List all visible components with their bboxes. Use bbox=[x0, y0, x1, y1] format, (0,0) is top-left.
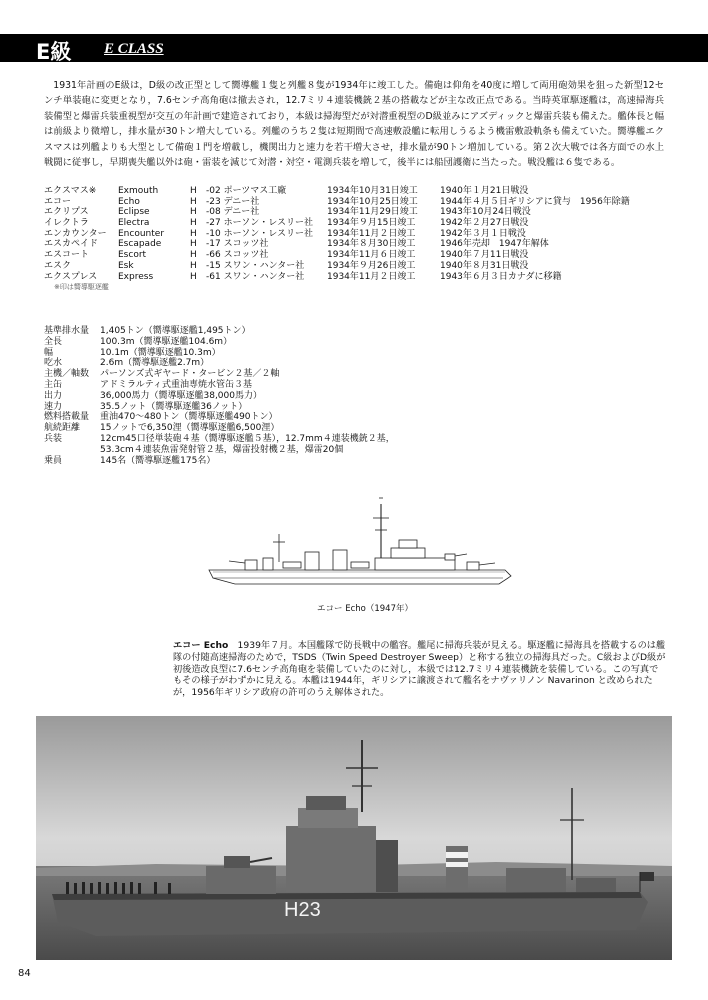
builder-name: スコッツ社 bbox=[223, 239, 269, 250]
pennant-number: -10 bbox=[206, 228, 221, 239]
ship-name-jp: エクリプス bbox=[44, 207, 89, 218]
spec-row bbox=[44, 402, 395, 413]
builder bbox=[206, 250, 268, 261]
builder bbox=[206, 186, 286, 197]
pennant-prefix: H bbox=[190, 207, 197, 218]
fate: 1940年７月11日戦没 bbox=[440, 250, 529, 261]
builder-name: ポーツマス工廠 bbox=[223, 186, 287, 196]
completion-date: 1934年10月25日竣工 bbox=[327, 196, 418, 207]
ship-row bbox=[44, 186, 529, 197]
spec-value: 35.5ノット（嚮導駆逐艦36ノット） bbox=[100, 401, 248, 412]
section-header-bar bbox=[0, 34, 708, 62]
fate: 1944年４月５日ギリシアに貸与 1956年除籍 bbox=[440, 196, 630, 207]
ship-name-en: Echo bbox=[118, 196, 140, 207]
ship-name-en: Escapade bbox=[118, 239, 162, 250]
ship-name-en: Esk bbox=[118, 260, 134, 271]
ship-row bbox=[44, 260, 529, 272]
pennant-prefix: H bbox=[190, 260, 197, 271]
pennant-number: -27 bbox=[206, 218, 221, 229]
builder-name: デニー社 bbox=[223, 196, 260, 207]
fate: 1946年売却 1947年解体 bbox=[440, 239, 549, 250]
builder bbox=[206, 261, 304, 272]
ship-name-jp: エクスプレス bbox=[44, 271, 98, 282]
ship-row bbox=[44, 250, 529, 261]
pennant-number: -66 bbox=[206, 250, 221, 261]
spec-value: 2.6m（嚮導駆逐艦2.7m） bbox=[100, 358, 210, 369]
spec-label: 出力 bbox=[44, 390, 63, 401]
builder bbox=[206, 218, 313, 229]
page-number: 84 bbox=[18, 968, 31, 979]
ship-list bbox=[44, 186, 630, 293]
pennant-number: -17 bbox=[206, 239, 221, 250]
pennant-prefix: H bbox=[190, 271, 197, 282]
ship-name-en: Electra bbox=[118, 218, 150, 229]
section-title: E級 bbox=[36, 40, 72, 64]
spec-value: 145名（嚮導駆逐艦175名） bbox=[100, 455, 216, 466]
pennant-number: -08 bbox=[206, 207, 221, 218]
builder bbox=[206, 229, 313, 240]
ship-name-jp: エコー bbox=[44, 196, 72, 207]
spec-label: 吃水 bbox=[44, 358, 63, 369]
completion-date: 1934年９月15日竣工 bbox=[327, 218, 416, 229]
ship-row bbox=[44, 218, 529, 229]
spec-row bbox=[44, 326, 395, 337]
ship-name-en: Express bbox=[118, 271, 154, 282]
builder bbox=[206, 207, 259, 218]
pennant-prefix: H bbox=[190, 228, 197, 239]
pennant-number: -15 bbox=[206, 260, 221, 271]
spec-label: 基準排水量 bbox=[44, 326, 90, 336]
ship-row bbox=[44, 228, 526, 240]
photo-caption-lead: エコー Echo bbox=[173, 640, 229, 651]
pennant-number: -61 bbox=[206, 271, 221, 282]
destroyer-photo bbox=[36, 716, 672, 960]
spec-value: 100.3m（嚮導駆逐艦104.6m） bbox=[100, 336, 233, 347]
spec-value: パーソンズ式ギヤード・タービン２基／２軸 bbox=[100, 369, 280, 380]
builder-name: スコッツ社 bbox=[223, 250, 269, 261]
spec-row bbox=[44, 391, 395, 402]
builder-name: デニー社 bbox=[223, 207, 260, 218]
section-subtitle: E CLASS bbox=[104, 41, 164, 57]
spec-row bbox=[44, 434, 395, 456]
builder bbox=[206, 239, 268, 250]
ship-name-jp: エクスマス※ bbox=[44, 186, 97, 196]
pennant-prefix: H bbox=[190, 196, 197, 207]
spec-value: 36,000馬力（嚮導駆逐艦38,000馬力） bbox=[100, 390, 262, 401]
spec-value: 重油470～480トン（嚮導駆逐艦490トン） bbox=[100, 412, 278, 423]
spec-row bbox=[44, 369, 395, 380]
spec-value: 10.1m（嚮導駆逐艦10.3m） bbox=[100, 347, 221, 358]
fate: 1940年１月21日戦没 bbox=[440, 186, 529, 196]
ships-footnote: ※印は嚮導駆逐艦 bbox=[54, 283, 109, 292]
intro-text: 1931年計画のE級は，D級の改正型として嚮導艦１隻と列艦８隻が1934年に竣工した。備砲は仰角を40度に増して両用砲効果を狙った新型12センチ単装砲に変更となり，7.6センチ高角砲は撤去され，12.7ミリ４連装機銃２基の搭載などが主な改正点である。当時英軍駆逐艦は，高速掃海兵装備型と爆雷兵装重視型が交互の年計画で建造されており，本級は掃海型だが対潜重視型のD級並みにアズディックと爆雷兵装も備えた。艦体長と幅は前級より微増し，排水量が30トン増大している。列艦のうち２隻は短期間で高速敷設艦に転用しうるよう機雷敷設軌条も備えていた。嚮導艦エクスマスは列艦よりも大型として備砲１門を増載し，機関出力と速力を若干増大させ，排水量が90トン増加している。第２次大戦では各方面での水上戦闘に従事し，早期喪失艦以外は砲・雷装を減じて対潜・対空・電測兵装を増して，後半には船団護衛に当たった。戦没艦は６隻である。 bbox=[44, 80, 664, 169]
spec-label: 全長 bbox=[44, 336, 63, 347]
spec-row bbox=[44, 412, 395, 423]
completion-date: 1934年９月26日竣工 bbox=[327, 260, 416, 271]
spec-label: 兵装 bbox=[44, 433, 63, 444]
spec-row bbox=[44, 380, 395, 391]
hull-number: H23 bbox=[284, 899, 321, 921]
fate: 1942年２月27日戦没 bbox=[440, 218, 529, 229]
fate: 1942年３月１日戦没 bbox=[440, 228, 526, 239]
pennant-number: -23 bbox=[206, 196, 221, 207]
spec-label: 航続距離 bbox=[44, 423, 81, 434]
fate: 1940年８月31日戦没 bbox=[440, 260, 529, 271]
pennant-prefix: H bbox=[190, 239, 197, 250]
completion-date: 1934年11月２日竣工 bbox=[327, 228, 416, 239]
spec-label: 燃料搭載量 bbox=[44, 412, 90, 423]
ship-name-jp: エスカペイド bbox=[44, 239, 99, 250]
photo-caption-text: 1939年７月。本国艦隊で防長戦中の艦容。艦尾に掃海兵装が見える。駆逐艦に掃海具を搭載するのは艦隊の付随高速掃海のためで，TSDS（Twin Speed Destroyer Sweep）と称する独立の掃海具だった。C級およびD級が初後造改良型に7.6センチ高角砲を装備していたのに対し，本級では12.7ミリ４連装機銃を装備している。この写真でもその様子がわずかに見える。本艦は1944年，ギリシアに譲渡されて艦名をナヴァリノン Navarinon と改められたが，1956年ギリシア政府の許可のうえ解体された。 bbox=[173, 640, 666, 699]
intro-paragraph bbox=[44, 78, 664, 170]
completion-date: 1934年11月29日竣工 bbox=[327, 207, 418, 218]
builder-name: スワン・ハンター社 bbox=[223, 271, 305, 282]
ship-row bbox=[44, 239, 549, 250]
ship-row bbox=[44, 196, 630, 208]
builder bbox=[206, 272, 304, 283]
photo-caption bbox=[173, 640, 667, 699]
ship-name-en: Encounter bbox=[118, 228, 165, 239]
pennant-number: -02 bbox=[206, 186, 221, 196]
ship-row bbox=[44, 271, 562, 283]
completion-date: 1934年10月31日竣工 bbox=[327, 186, 418, 196]
spec-row bbox=[44, 337, 395, 348]
ship-profile-drawing bbox=[205, 496, 517, 596]
drawing-caption: エコー Echo（1947年） bbox=[317, 604, 413, 614]
ship-name-jp: エスコート bbox=[44, 250, 90, 261]
spec-table bbox=[44, 326, 395, 466]
ship-name-en: Escort bbox=[118, 250, 147, 261]
spec-value: 12cm45口径単装砲４基（嚮導駆逐艦５基），12.7mm４連装機銃２基， bbox=[100, 433, 395, 444]
spec-row bbox=[44, 423, 395, 434]
spec-label: 幅 bbox=[44, 347, 54, 358]
fate: 1943年10月24日戦没 bbox=[440, 207, 531, 218]
completion-date: 1934年11月２日竣工 bbox=[327, 271, 416, 282]
spec-label: 主機／軸数 bbox=[44, 369, 90, 380]
builder bbox=[206, 197, 259, 208]
pennant-prefix: H bbox=[190, 218, 197, 229]
ship-name-en: Eclipse bbox=[118, 207, 150, 218]
builder-name: ホーソン・レスリー社 bbox=[223, 228, 313, 239]
spec-label: 主缶 bbox=[44, 379, 63, 390]
spec-row bbox=[44, 358, 395, 369]
completion-date: 1934年11月６日竣工 bbox=[327, 250, 416, 261]
spec-value: 1,405トン（嚮導駆逐艦1,495トン） bbox=[100, 326, 251, 336]
spec-label: 速力 bbox=[44, 401, 63, 412]
builder-name: ホーソン・レスリー社 bbox=[223, 218, 313, 229]
fate: 1943年６月３日カナダに移籍 bbox=[440, 271, 562, 282]
spec-row bbox=[44, 348, 395, 359]
spec-value: アドミラルティ式重油専焼水管缶３基 bbox=[100, 379, 253, 390]
pennant-prefix: H bbox=[190, 250, 197, 261]
ship-row bbox=[44, 207, 531, 218]
spec-value: 15ノットで6,350浬（嚮導駆逐艦6,500浬） bbox=[100, 423, 280, 434]
spec-label: 乗員 bbox=[44, 455, 63, 466]
ship-name-jp: エンカウンター bbox=[44, 228, 107, 239]
ship-name-en: Exmouth bbox=[118, 186, 159, 196]
ship-name-jp: イレクトラ bbox=[44, 218, 89, 229]
spec-row bbox=[44, 456, 395, 467]
completion-date: 1934年８月30日竣工 bbox=[327, 239, 416, 250]
ship-name-jp: エスク bbox=[44, 260, 72, 271]
pennant-prefix: H bbox=[190, 186, 197, 196]
builder-name: スワン・ハンター社 bbox=[223, 260, 305, 271]
spec-value-continued: 53.3cm４連装魚雷発射管２基，爆雷投射機２基，爆雷20個 bbox=[100, 444, 344, 455]
